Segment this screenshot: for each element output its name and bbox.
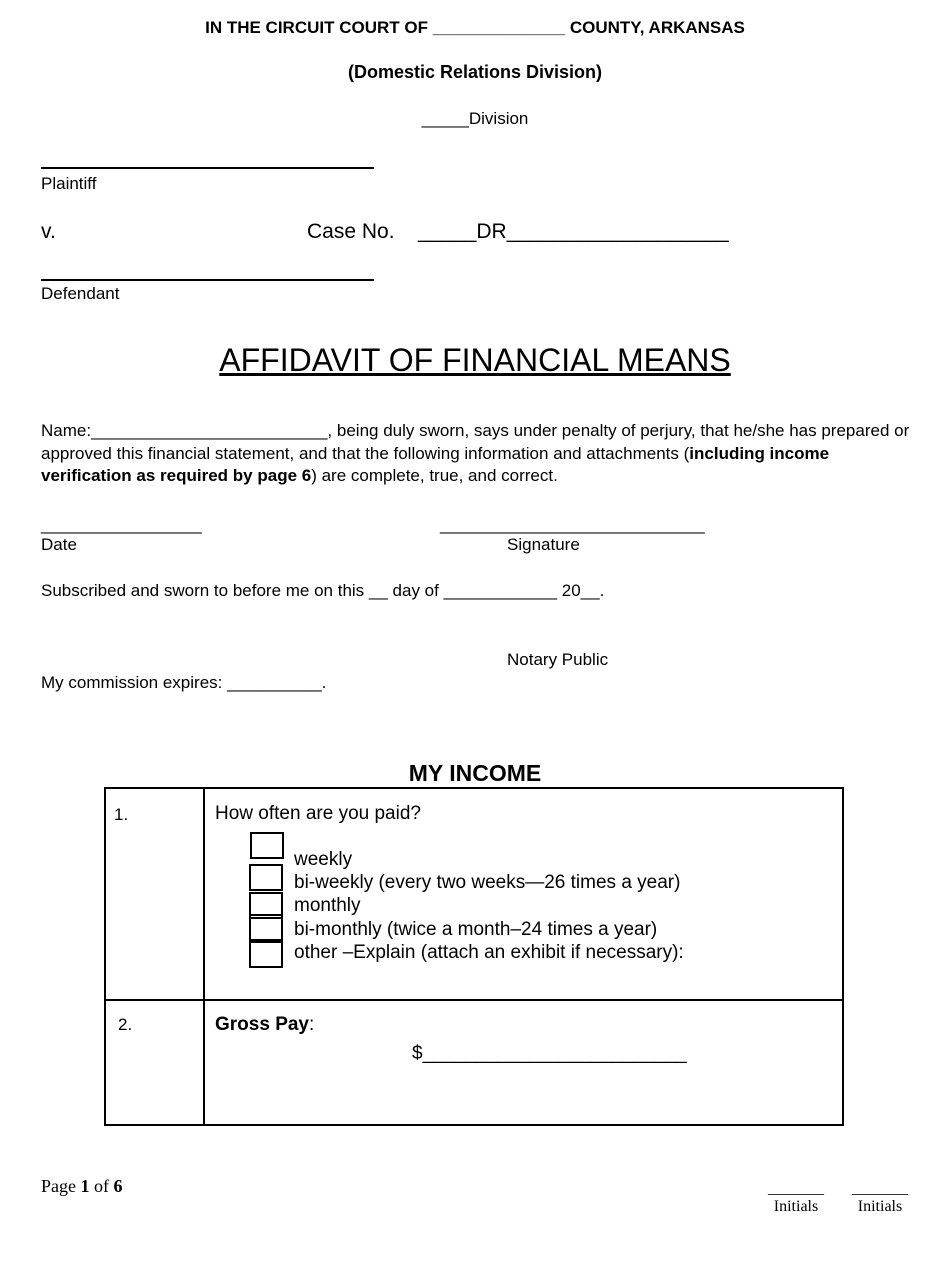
case-number-label: Case No.	[307, 220, 395, 243]
gross-pay-amount-field: $_________________________	[412, 1043, 687, 1064]
income-section-title: MY INCOME	[408, 760, 542, 786]
option-monthly: monthly	[294, 895, 361, 916]
initials-label-2: Initials	[857, 1198, 903, 1215]
division-subheading: (Domestic Relations Division)	[347, 62, 603, 82]
table-column-divider	[203, 789, 205, 1124]
notary-public-label: Notary Public	[507, 650, 609, 669]
affidavit-text-start: Name:_________________________, being duly sworn, says under penalty of perjury, that he/she has prepared or approved this financial statement, and that the following information and attachments (	[41, 421, 910, 463]
case-number-field: _____DR___________________	[418, 220, 729, 243]
initials-line-2: _______	[852, 1180, 908, 1197]
document-title: AFFIDAVIT OF FINANCIAL MEANS	[219, 342, 731, 378]
initials-block-1	[766, 1180, 826, 1216]
court-heading	[0, 18, 950, 38]
table-row-divider	[106, 999, 842, 1001]
signature-label: Signature	[507, 535, 580, 554]
option-other: other –Explain (attach an exhibit if necessary):	[294, 942, 684, 963]
gross-pay-label	[215, 1014, 314, 1036]
initials-label-1: Initials	[773, 1198, 819, 1215]
commission-label: My commission expires:	[41, 673, 223, 692]
income-table	[104, 787, 844, 1126]
affidavit-text-end: ) are complete, true, and correct.	[311, 466, 558, 485]
option-bi-monthly: bi-monthly (twice a month–24 times a year)	[294, 919, 658, 940]
gross-pay-colon: :	[309, 1014, 315, 1035]
page-current: 1	[80, 1176, 90, 1196]
date-label: Date	[41, 535, 77, 554]
defendant-signature-line	[41, 279, 374, 281]
gross-pay-label-text: Gross Pay	[215, 1014, 309, 1035]
versus-label: v.	[41, 220, 56, 243]
signature-line: ____________________________	[440, 515, 705, 534]
subscribed-sworn-line: Subscribed and sworn to before me on this __ day of ____________ 20__.	[41, 581, 605, 600]
division-line: _____Division	[421, 109, 529, 128]
court-prefix: IN THE CIRCUIT COURT OF	[205, 18, 428, 37]
checkbox-other[interactable]	[249, 941, 283, 968]
commission-expires	[41, 673, 326, 693]
question-1-text: How often are you paid?	[215, 803, 421, 824]
checkbox-weekly[interactable]	[250, 832, 284, 859]
question-2-number: 2.	[118, 1015, 133, 1034]
option-weekly: weekly	[294, 849, 353, 870]
page-prefix: Page	[41, 1176, 76, 1196]
page-of: of	[94, 1176, 109, 1196]
page-number	[41, 1176, 123, 1197]
initials-block-2	[850, 1180, 910, 1216]
question-1-number: 1.	[114, 805, 129, 824]
court-suffix: COUNTY, ARKANSAS	[569, 18, 745, 37]
affidavit-statement	[41, 420, 911, 488]
date-line: _________________	[41, 515, 202, 534]
plaintiff-label: Plaintiff	[41, 174, 97, 193]
affidavit-bold-text: including income verification as required by page 6	[41, 443, 830, 485]
checkbox-bi-monthly[interactable]	[249, 914, 283, 941]
page-total: 6	[113, 1176, 123, 1196]
county-blank: ______________	[432, 18, 566, 37]
plaintiff-signature-line	[41, 167, 374, 169]
commission-value: __________.	[227, 673, 327, 692]
initials-line-1: _______	[768, 1180, 824, 1197]
option-bi-weekly: bi-weekly (every two weeks—26 times a year)	[294, 872, 681, 893]
defendant-label: Defendant	[41, 284, 120, 303]
checkbox-bi-weekly[interactable]	[249, 864, 283, 891]
